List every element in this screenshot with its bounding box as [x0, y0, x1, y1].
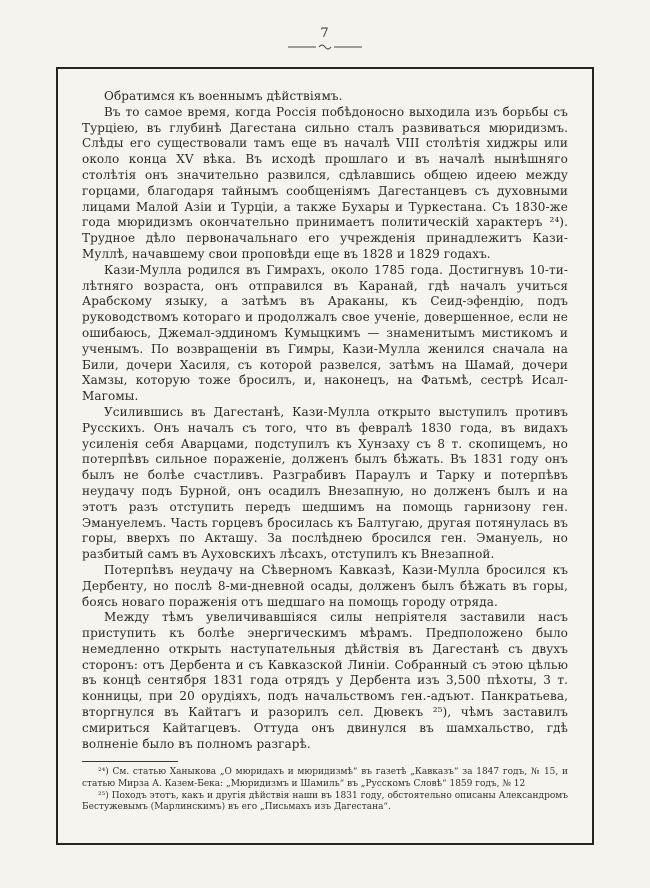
paragraph: Усилившись въ Дагестанѣ, Кази-Мулла открыто выступилъ противъ Русскихъ. Онъ началъ съ того, что въ февралѣ 1830 года, въ видахъ усиленія себя Аварцами, подступилъ къ Хунзаху съ 8 т. скопищемъ, но потерпѣвъ сильное пораженіе, долженъ былъ бѣжать. Въ 1831 году онъ былъ не болѣе счастливъ. Разграбивъ Параулъ и Тарку и потерпѣвъ неудачу подъ Бурной, онъ осадилъ Внезапную, но долженъ былъ и на этотъ разъ отступить передъ шедшимъ на помощь гарнизону ген. Эмануелемъ. Часть горцевъ бросилась къ Балтугаю, другая потянулась въ горы, вверхъ по Акташу. За послѣднею бросился ген. Эмануель, но разбитый самъ въ Ауховскихъ лѣсахъ, отступилъ къ Внезапной. [82, 404, 568, 562]
footnote: ²⁴) См. статью Ханыкова „О мюридахъ и мюридизмѣ“ въ газетѣ „Кавказъ“ за 1847 годъ, № 15, и статью Мирза А. Казем-Бека: „Мюридизмъ и Шамиль“ въ „Русскомъ Словѣ“ 1859 годъ, № 12 [82, 767, 568, 790]
footnote: ²⁵) Походъ этотъ, какъ и другія дѣйствія наши въ 1831 году, обстоятельно описаны Александромъ Бестужевымъ (Марлинскимъ) въ его „Письмахъ изъ Дагестана“. [82, 790, 568, 813]
page-number: 7 [320, 26, 330, 41]
paragraph: Обратимся къ военнымъ дѣйствіямъ. [104, 89, 343, 103]
header-ornament-icon [0, 42, 650, 54]
footnote-divider [82, 761, 178, 762]
text-frame [56, 67, 594, 845]
paragraph: Потерпѣвъ неудачу на Сѣверномъ Кавказѣ, Кази-Мулла бросился къ Дербенту, но послѣ 8-ми-дневной осады, долженъ былъ бѣжать въ горы, боясь новаго пораженія отъ шедшаго на помощь городу отряда. [82, 562, 568, 609]
paragraph: Кази-Мулла родился въ Гимрахъ, около 1785 года. Достигнувъ 10-ти-лѣтняго возраста, онъ отправился въ Каранай, гдѣ началъ учиться Арабскому языку, а затѣмъ въ Араканы, къ Сеид-эфендію, подъ руководствомъ котораго и продолжалъ свое ученіе, довершенное, если не ошибаюсь, Джемал-эддиномъ Кумыцкимъ — знаменитымъ мистикомъ и ученымъ. По возвращеніи въ Гимры, Кази-Мулла женился сначала на Били, дочери Хасиля, съ которой развелся, затѣмъ на Шамай, дочери Хамзы, которую тоже бросилъ, и, наконецъ, на Фатьмѣ, сестрѣ Исал-Магомы. [82, 262, 568, 404]
paragraph: Между тѣмъ увеличивавшіяся силы непріятеля заставили насъ приступить къ болѣе энергическимъ мѣрамъ. Предположено было немедленно открыть наступательныя дѣйствія въ Дагестанѣ съ двухъ сторонъ: отъ Дербента и съ Кавказской Линіи. Собранный съ этою цѣлью въ концѣ сентября 1831 года отрядъ у Дербента изъ 3,500 пѣхоты, 3 т. конницы, при 20 орудіяхъ, подъ начальствомъ ген.-адъют. Панкратьева, вторгнулся въ Кайтагъ и разорилъ сел. Дювекъ ²⁵), чѣмъ заставилъ смириться Кайтагцевъ. Оттуда онъ двинулся въ шамхальство, гдѣ волненіе было въ полномъ разгарѣ. [82, 610, 568, 751]
paragraph: Въ то самое время, когда Россія побѣдоносно выходила изъ борьбы съ Турціею, въ глубинѣ Дагестана сильно сталъ развиваться мюридизмъ. Слѣды его существовали тамъ еще въ началѣ VIII столѣтія хиджры или около конца XV вѣка. Въ исходѣ прошлаго и въ началѣ нынѣшняго столѣтія онъ значительно развился, сдѣлавшись общею идеею между горцами, благодаря тайнымъ сообщеніямъ Дагестанцевъ съ духовными лицами Малой Азіи и Турціи, а также Бухары и Туркестана. Съ 1830-же года мюридизмъ окончательно принимаетъ политическій характеръ ²⁴). Трудное дѣло первоначальнаго его учрежденія принадлежитъ Кази-Муллѣ, начавшему свои проповѣди еще въ 1828 и 1829 годахъ. [82, 104, 568, 261]
